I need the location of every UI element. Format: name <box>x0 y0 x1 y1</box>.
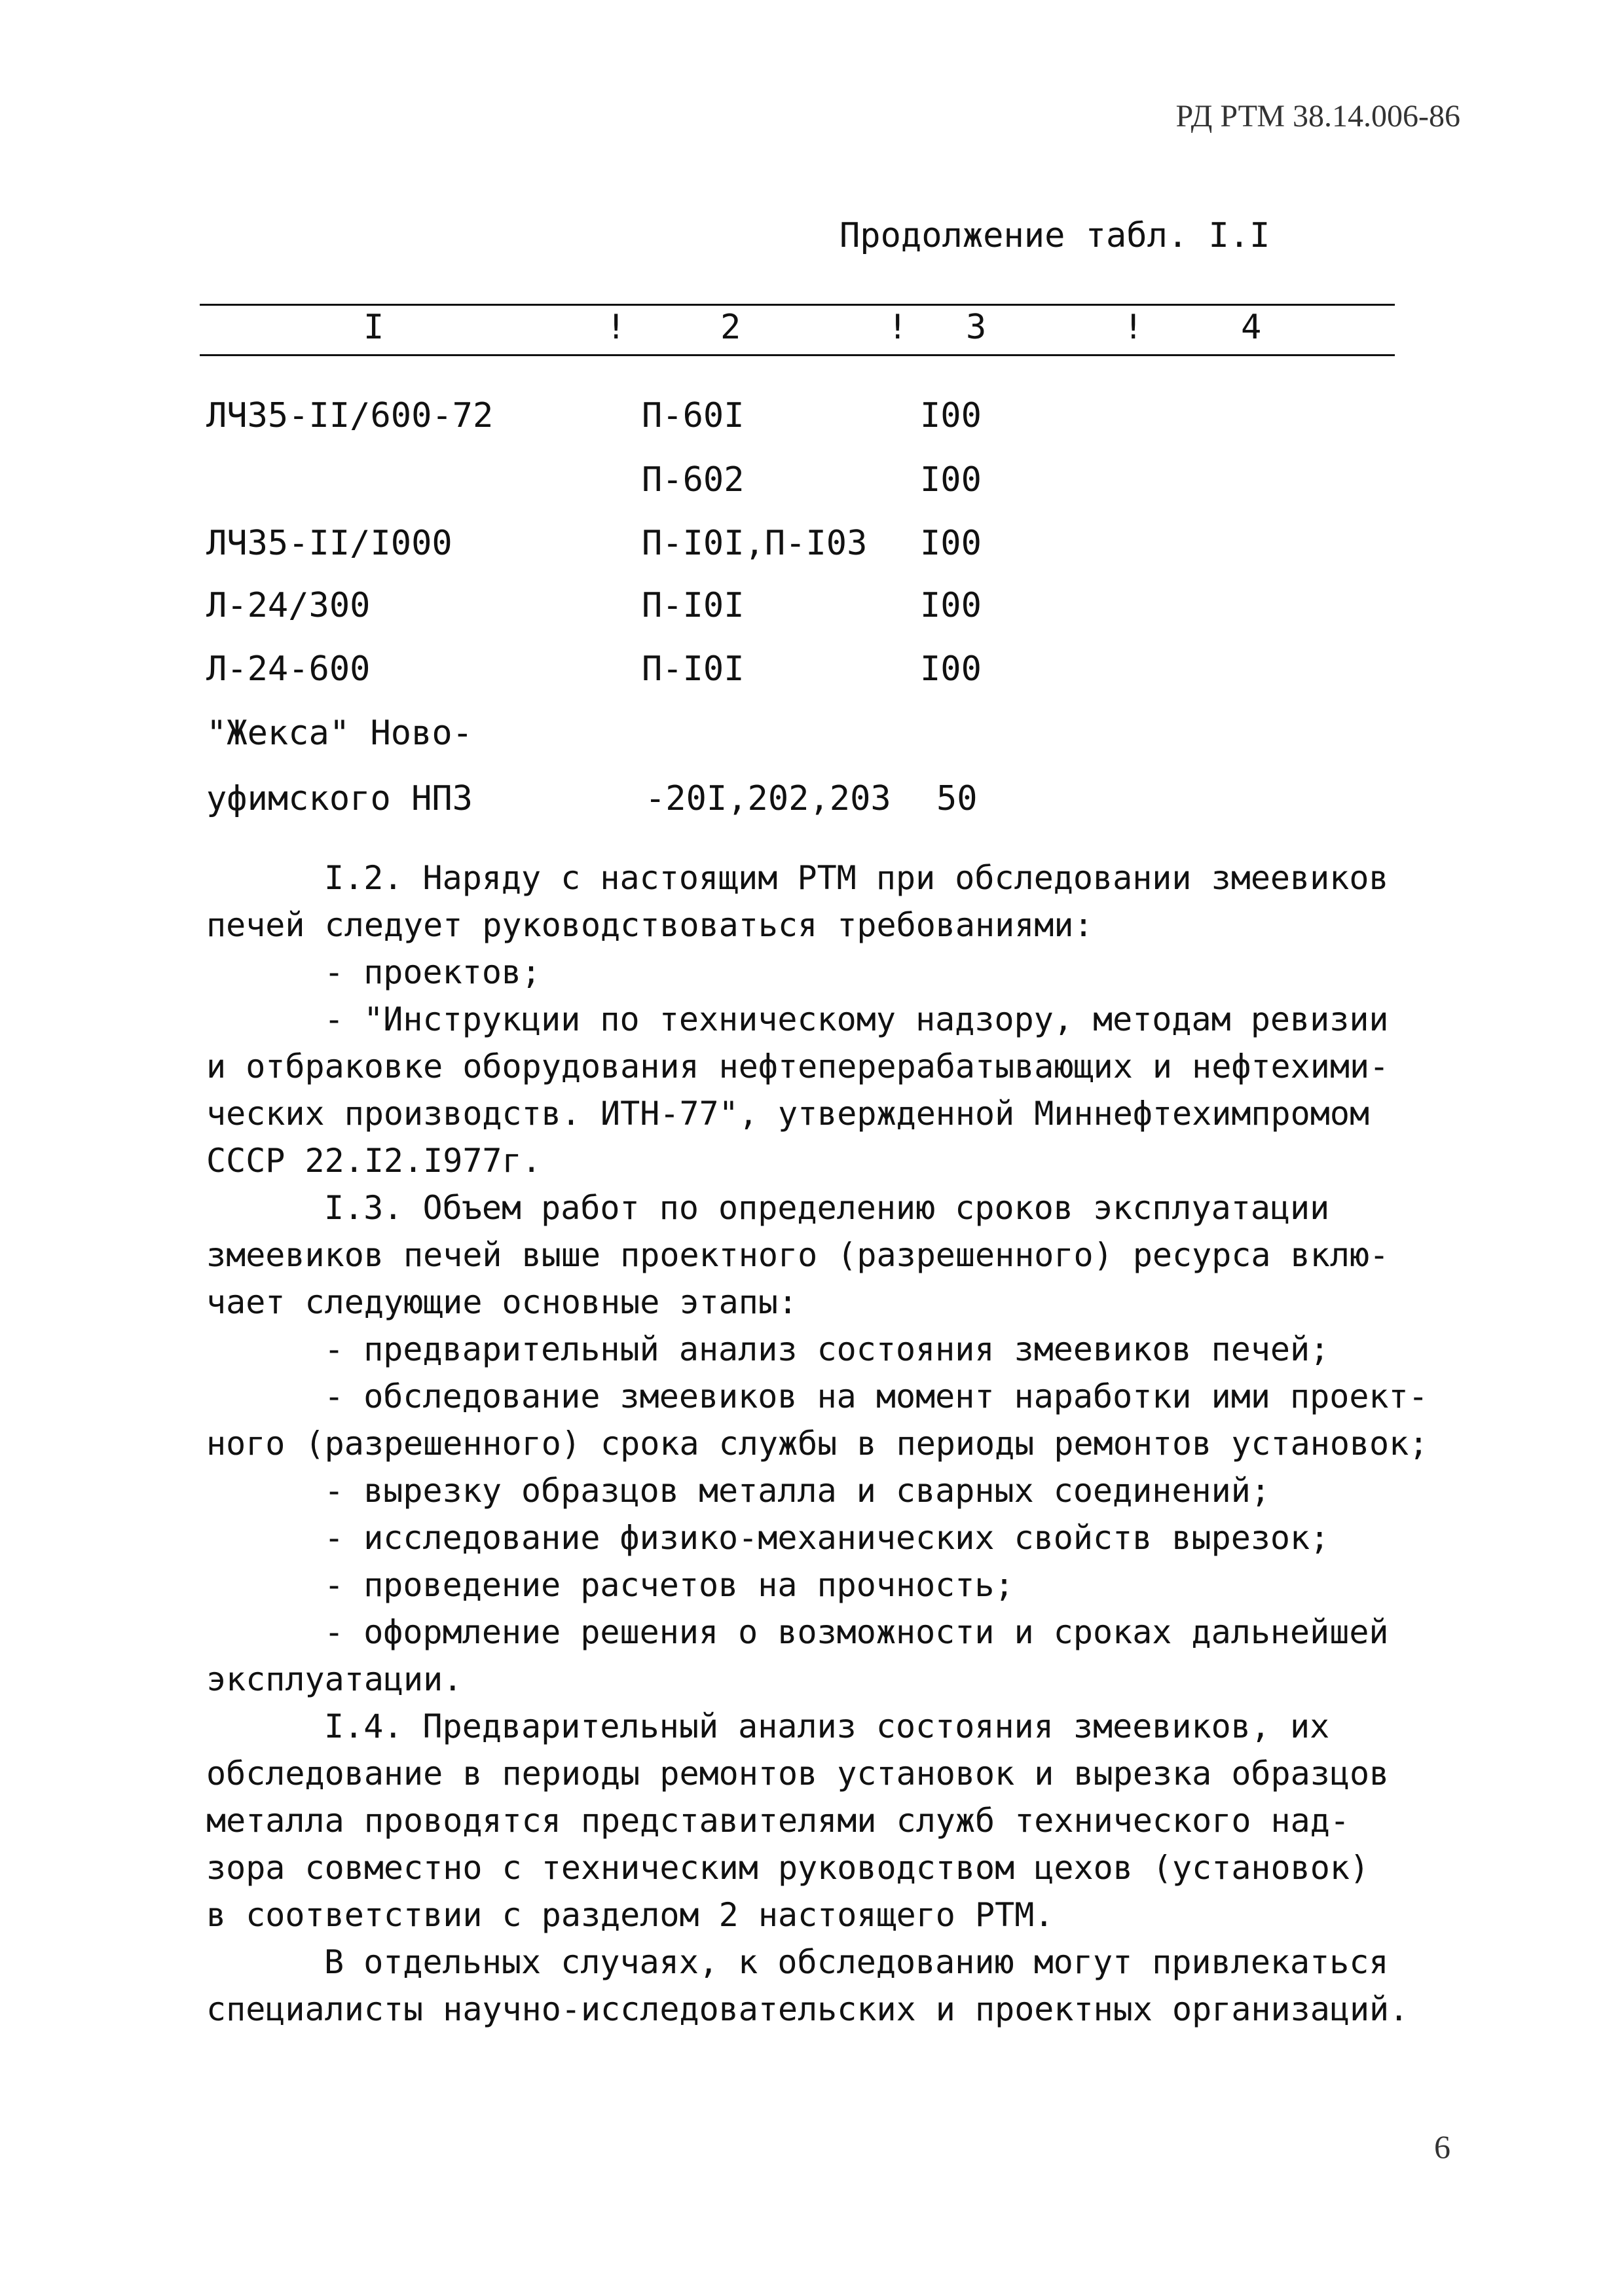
table-cell: I00 <box>920 460 982 500</box>
paragraph-line: зора совместно с техническим руководством цехов (установок) <box>206 1849 1370 1887</box>
paragraph-line: I.4. Предварительный анализ состояния змеевиков, их <box>324 1707 1330 1745</box>
paragraph-line: печей следует руководствоваться требованиями: <box>206 906 1094 944</box>
table-cell: I00 <box>920 524 982 563</box>
table-cell: Л-24/300 <box>206 586 371 625</box>
paragraph-line: чает следующие основные этапы: <box>206 1283 798 1321</box>
list-item: - обследование змеевиков на момент наработки ими проект- <box>324 1377 1428 1415</box>
table-cell: 50 <box>936 779 978 818</box>
paragraph-line: СССР 22.I2.I977г. <box>206 1142 542 1180</box>
table-cell: I00 <box>920 649 982 689</box>
list-item: - проведение расчетов на прочность; <box>324 1566 1014 1604</box>
list-item: - оформление решения о возможности и сроках дальнейшей <box>324 1613 1389 1651</box>
table-cell: I00 <box>920 396 982 435</box>
paragraph-line: эксплуатации. <box>206 1660 463 1698</box>
list-item: - предварительный анализ состояния змеевиков печей; <box>324 1330 1330 1368</box>
paragraph-line: I.3. Объем работ по определению сроков эксплуатации <box>324 1189 1330 1227</box>
table-cell: П-I0I <box>642 586 745 625</box>
column-separator: ! <box>887 308 908 347</box>
table-cell: "Жекса" Ново- <box>206 714 473 753</box>
list-item: - проектов; <box>324 953 542 991</box>
list-item: - исследование физико-механических свойств вырезок; <box>324 1519 1330 1557</box>
column-header-4: 4 <box>1241 308 1262 347</box>
table-top-rule <box>200 304 1395 306</box>
paragraph-line: в соответствии с разделом 2 настоящего РТМ. <box>206 1896 1054 1934</box>
table-cell: П-I0I,П-I03 <box>642 524 868 563</box>
body-text <box>206 854 1437 2033</box>
table-continuation-title: Продолжение табл. I.I <box>840 216 1270 255</box>
document-code: РД РТМ 38.14.006-86 <box>1175 99 1460 134</box>
table-header-rule <box>200 354 1395 356</box>
table-cell: П-I0I <box>642 649 745 689</box>
table-cell: ЛЧ35-II/600-72 <box>206 396 494 435</box>
column-header-3: 3 <box>966 308 987 347</box>
list-item: - вырезку образцов металла и сварных соединений; <box>324 1472 1270 1510</box>
column-header-1: I <box>363 308 384 347</box>
paragraph-line: ного (разрешенного) срока службы в периоды ремонтов установок; <box>206 1425 1429 1463</box>
column-separator: ! <box>1123 308 1144 347</box>
table-cell: уфимского НПЗ <box>206 779 473 818</box>
paragraph-line: специалисты научно-исследовательских и проектных организаций. <box>206 1990 1409 2028</box>
table-cell: П-60I <box>642 396 745 435</box>
paragraph-line: В отдельных случаях, к обследованию могут привлекаться <box>324 1943 1389 1981</box>
paragraph-line: ческих производств. ИТН-77", утвержденной Миннефтехимпромом <box>206 1095 1370 1133</box>
page-number: 6 <box>1434 2128 1450 2165</box>
paragraph-line: обследование в периоды ремонтов установок и вырезка образцов <box>206 1755 1390 1793</box>
table-cell: П-602 <box>642 460 745 500</box>
table-cell: ЛЧ35-II/I000 <box>206 524 452 563</box>
list-item: - "Инструкции по техническому надзору, методам ревизии <box>324 1000 1389 1038</box>
table-cell: -20I,202,203 <box>645 779 891 818</box>
table-cell: Л-24-600 <box>206 649 371 689</box>
column-header-2: 2 <box>720 308 741 347</box>
table-cell: I00 <box>920 586 982 625</box>
paragraph-line: I.2. Наряду с настоящим РТМ при обследовании змеевиков <box>324 859 1389 897</box>
paragraph-line: металла проводятся представителями служб технического над- <box>206 1802 1350 1840</box>
paragraph-line: змеевиков печей выше проектного (разрешенного) ресурса вклю- <box>206 1236 1390 1274</box>
paragraph-line: и отбраковке оборудования нефтеперерабатывающих и нефтехими- <box>206 1048 1390 1085</box>
column-separator: ! <box>606 308 627 347</box>
